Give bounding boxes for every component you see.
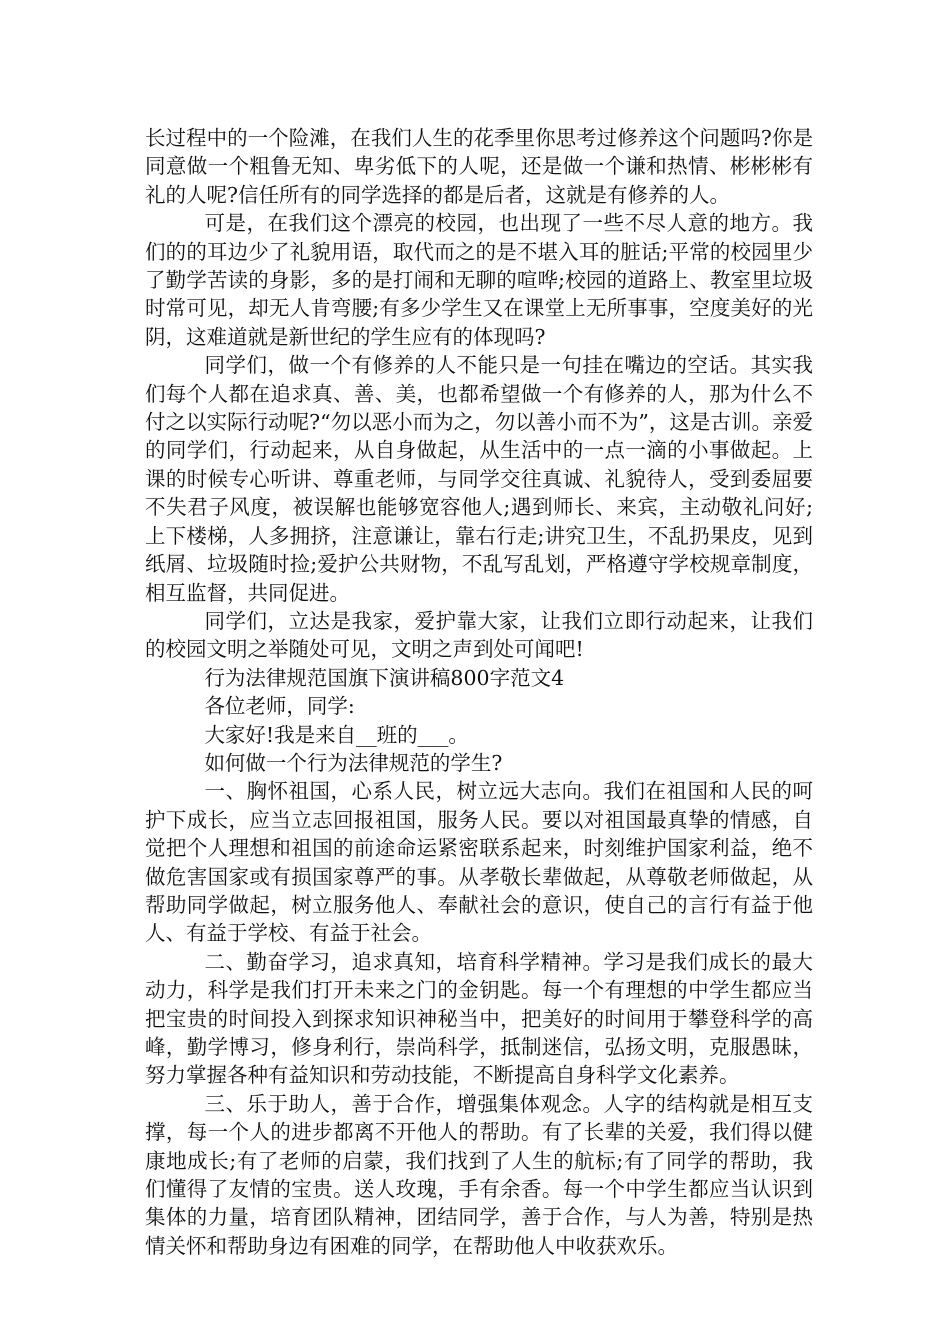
salutation: 各位老师，同学:	[204, 694, 355, 719]
paragraph-3: 同学们，做一个有修养的人不能只是一句挂在嘴边的空话。其实我们每个人都在追求真、善、美，也都希望做一个有修养的人，那为什么不付之以实际行动呢?“勿以恶小而为之，勿以善小而不为”，这是古训。亲爱的同学们，行动起来，从自身做起，从生活中的一点一滴的小事做起。上课的时候专心听讲、尊重老师，与同学交往真诚、礼貌待人，受到委屈要不失君子风度，被误解也能够宽容他人;遇到师长、来宾，主动敬礼问好;上下楼梯，人多拥挤，注意谦让，靠右行走;讲究卫生，不乱扔果皮，见到纸屑、垃圾随时捡;爱护公共财物，不乱写乱划，严格遵守学校规章制度，相互监督，共同促进。	[145, 353, 813, 605]
section-heading: 行为法律规范国旗下演讲稿800字范文4	[204, 665, 565, 690]
topic-question: 如何做一个行为法律规范的学生?	[204, 750, 503, 775]
point-one: 一、胸怀祖国，心系人民，树立远大志向。我们在祖国和人民的呵护下成长，应当立志回报祖国，服务人民。要以对祖国最真挚的情感，自觉把个人理想和祖国的前途命运紧密联系起来，时刻维护国家利益，绝不做危害国家或有损国家尊严的事。从孝敬长辈做起，从尊敬老师做起，从帮助同学做起，树立服务他人、奉献社会的意识，使自己的言行有益于他人、有益于学校、有益于社会。	[145, 779, 813, 946]
document-body	[145, 124, 813, 1260]
point-three: 三、乐于助人，善于合作，增强集体观念。人字的结构就是相互支撑，每一个人的进步都离不开他人的帮助。有了长辈的关爱，我们得以健康地成长;有了老师的启蒙，我们找到了人生的航标;有了同学的帮助，我们懂得了友情的宝贵。送人玫瑰，手有余香。每一个中学生都应当认识到集体的力量，培育团队精神，团结同学，善于合作，与人为善，特别是热情关怀和帮助身边有困难的同学，在帮助他人中收获欢乐。	[145, 1091, 813, 1258]
paragraph-1: 长过程中的一个险滩，在我们人生的花季里你思考过修养这个问题吗?你是同意做一个粗鲁无知、卑劣低下的人呢，还是做一个谦和热情、彬彬彬有礼的人呢?信任所有的同学选择的都是后者，这就是有修养的人。	[145, 126, 813, 207]
paragraph-4: 同学们，立达是我家，爱护靠大家，让我们立即行动起来，让我们的校园文明之举随处可见，文明之声到处可闻吧!	[145, 608, 813, 662]
point-two: 二、勤奋学习，追求真知，培育科学精神。学习是我们成长的最大动力，科学是我们打开未来之门的金钥匙。每一个有理想的中学生都应当把宝贵的时间投入到探求知识神秘当中，把美好的时间用于攀登科学的高峰，勤学博习，修身利行，崇尚科学，抵制迷信，弘扬文明，克服愚昧，努力掌握各种有益知识和劳动技能，不断提高自身科学文化素养。	[145, 949, 813, 1088]
greeting: 大家好!我是来自__班的___。	[204, 722, 469, 747]
paragraph-2: 可是，在我们这个漂亮的校园，也出现了一些不尽人意的地方。我们的的耳边少了礼貌用语，取代而之的是不堪入耳的脏话;平常的校园里少了勤学苦读的身影，多的是打闹和无聊的喧哗;校园的道路上、教室里垃圾时常可见，却无人肯弯腰;有多少学生又在课堂上无所事事，空度美好的光阴，这难道就是新世纪的学生应有的体现吗?	[145, 211, 813, 349]
